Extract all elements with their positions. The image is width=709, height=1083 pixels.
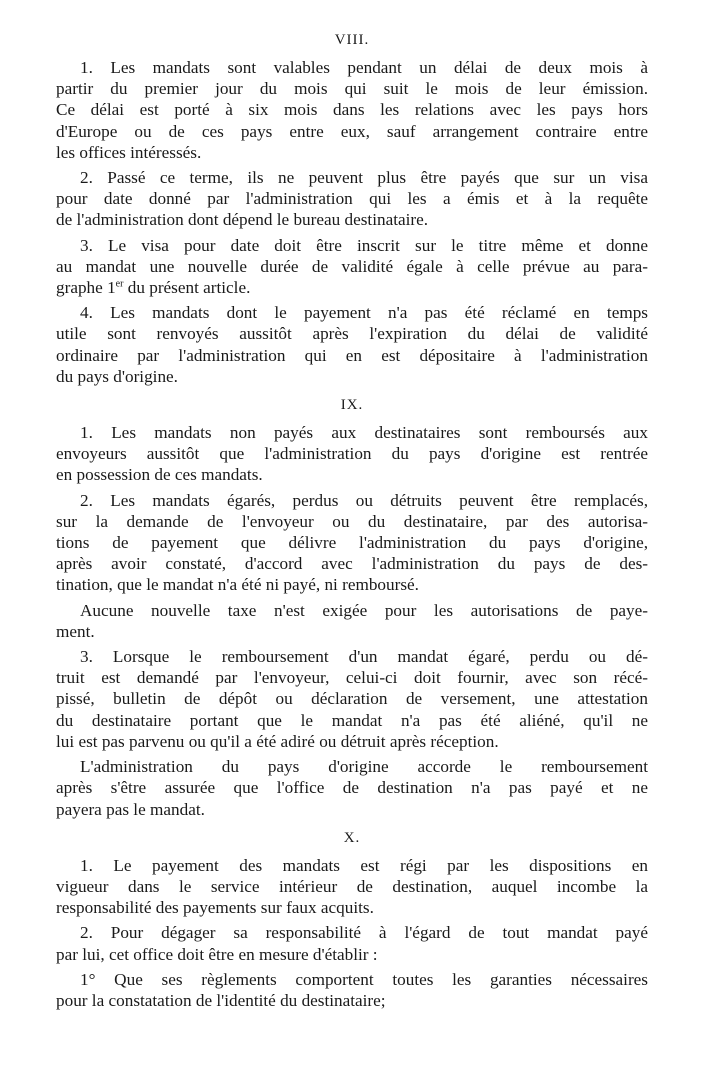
article-heading: IX. bbox=[340, 397, 364, 414]
text-line: du destinataire portant que le mandat n'a pas été aliéné, qu'il ne bbox=[56, 710, 648, 730]
text-line: 1. Le payement des mandats est régi par les dispositions en bbox=[80, 855, 648, 875]
text-line: d'Europe ou de ces pays entre eux, sauf arrangement contraire entre bbox=[56, 121, 648, 141]
text-line: de l'administration dont dépend le bureau destinataire. bbox=[56, 210, 429, 230]
text-line: truit est demandé par l'envoyeur, celui-ci doit fournir, avec son récé- bbox=[56, 668, 648, 688]
text-line: responsabilité des payements sur faux acquits. bbox=[56, 898, 374, 918]
text-line: 2. Pour dégager sa responsabilité à l'égard de tout mandat payé bbox=[80, 923, 648, 943]
text-line: ordinaire par l'administration qui en est dépositaire à l'administration bbox=[56, 345, 648, 365]
text-line: du pays d'origine. bbox=[56, 366, 178, 386]
paragraph bbox=[56, 969, 648, 1011]
text-line: 2. Passé ce terme, ils ne peuvent plus être payés que sur un visa bbox=[80, 168, 648, 188]
text-line: 2. Les mandats égarés, perdus ou détruits peuvent être remplacés, bbox=[80, 490, 648, 510]
text-line: 1. Les mandats sont valables pendant un délai de deux mois à bbox=[80, 58, 648, 77]
text-line: en possession de ces mandats. bbox=[56, 465, 263, 485]
text-line: 3. Lorsque le remboursement d'un mandat égaré, perdu ou dé- bbox=[80, 647, 648, 667]
paragraph bbox=[56, 422, 648, 486]
text-line: payera pas le mandat. bbox=[56, 799, 205, 819]
article-ix bbox=[56, 395, 648, 820]
paragraph bbox=[56, 600, 648, 642]
article-heading: X. bbox=[343, 829, 361, 846]
text-line: tions de payement que délivre l'administration du pays d'origine, bbox=[56, 533, 648, 553]
paragraph bbox=[56, 302, 648, 387]
text-line: Aucune nouvelle taxe n'est exigée pour les autorisations de paye- bbox=[80, 600, 648, 620]
text-line: partir du premier jour du mois qui suit le mois de leur émission. bbox=[56, 79, 648, 99]
text-line: les offices intéressés. bbox=[56, 142, 202, 162]
paragraph bbox=[56, 235, 648, 299]
paragraph bbox=[56, 57, 648, 163]
text-line: Ce délai est porté à six mois dans les relations avec les pays hors bbox=[56, 100, 648, 120]
paragraph bbox=[56, 922, 648, 964]
article-heading: VIII. bbox=[334, 32, 370, 48]
paragraph bbox=[56, 646, 648, 752]
text-line: envoyeurs aussitôt que l'administration du pays d'origine est rentrée bbox=[56, 444, 648, 464]
text-line: au mandat une nouvelle durée de validité égale à celle prévue au para- bbox=[56, 256, 648, 276]
text-line: pour la constatation de l'identité du destinataire; bbox=[56, 990, 386, 1010]
paragraph bbox=[56, 855, 648, 919]
text-line: utile sont renvoyés aussitôt après l'expiration du délai de validité bbox=[56, 324, 648, 344]
text-line: pissé, bulletin de dépôt ou déclaration de versement, une attestation bbox=[56, 689, 648, 709]
text-line: sur la demande de l'envoyeur ou du destinataire, par des autorisa- bbox=[56, 511, 648, 531]
text-line: ment. bbox=[56, 621, 95, 641]
article-viii bbox=[56, 30, 648, 387]
text-line: 1. Les mandats non payés aux destinataires sont remboursés aux bbox=[80, 423, 648, 443]
text-line: 1° Que ses règlements comportent toutes les garanties nécessaires bbox=[80, 969, 648, 989]
article-x bbox=[56, 828, 648, 1011]
text-line: tination, que le mandat n'a été ni payé, ni remboursé. bbox=[56, 575, 419, 595]
text-line: après s'être assurée que l'office de destination n'a pas payé et ne bbox=[56, 778, 648, 798]
paragraph bbox=[56, 490, 648, 596]
text-line: 4. Les mandats dont le payement n'a pas été réclamé en temps bbox=[80, 303, 648, 323]
text-line: L'administration du pays d'origine accorde le remboursement bbox=[80, 757, 648, 777]
text-line: lui est pas parvenu ou qu'il a été adiré ou détruit après réception. bbox=[56, 731, 499, 751]
text-line: par lui, cet office doit être en mesure d'établir : bbox=[56, 944, 378, 964]
text-line: après avoir constaté, d'accord avec l'administration du pays de des- bbox=[56, 554, 648, 574]
text-line: graphe 1er du présent article. bbox=[56, 278, 251, 298]
text-line: 3. Le visa pour date doit être inscrit sur le titre même et donne bbox=[80, 235, 648, 255]
text-line: pour date donné par l'administration qui les a émis et à la requête bbox=[56, 189, 648, 209]
document-page bbox=[56, 30, 648, 1015]
text-line: vigueur dans le service intérieur de destination, auquel incombe la bbox=[56, 876, 648, 896]
paragraph bbox=[56, 167, 648, 231]
paragraph bbox=[56, 756, 648, 820]
